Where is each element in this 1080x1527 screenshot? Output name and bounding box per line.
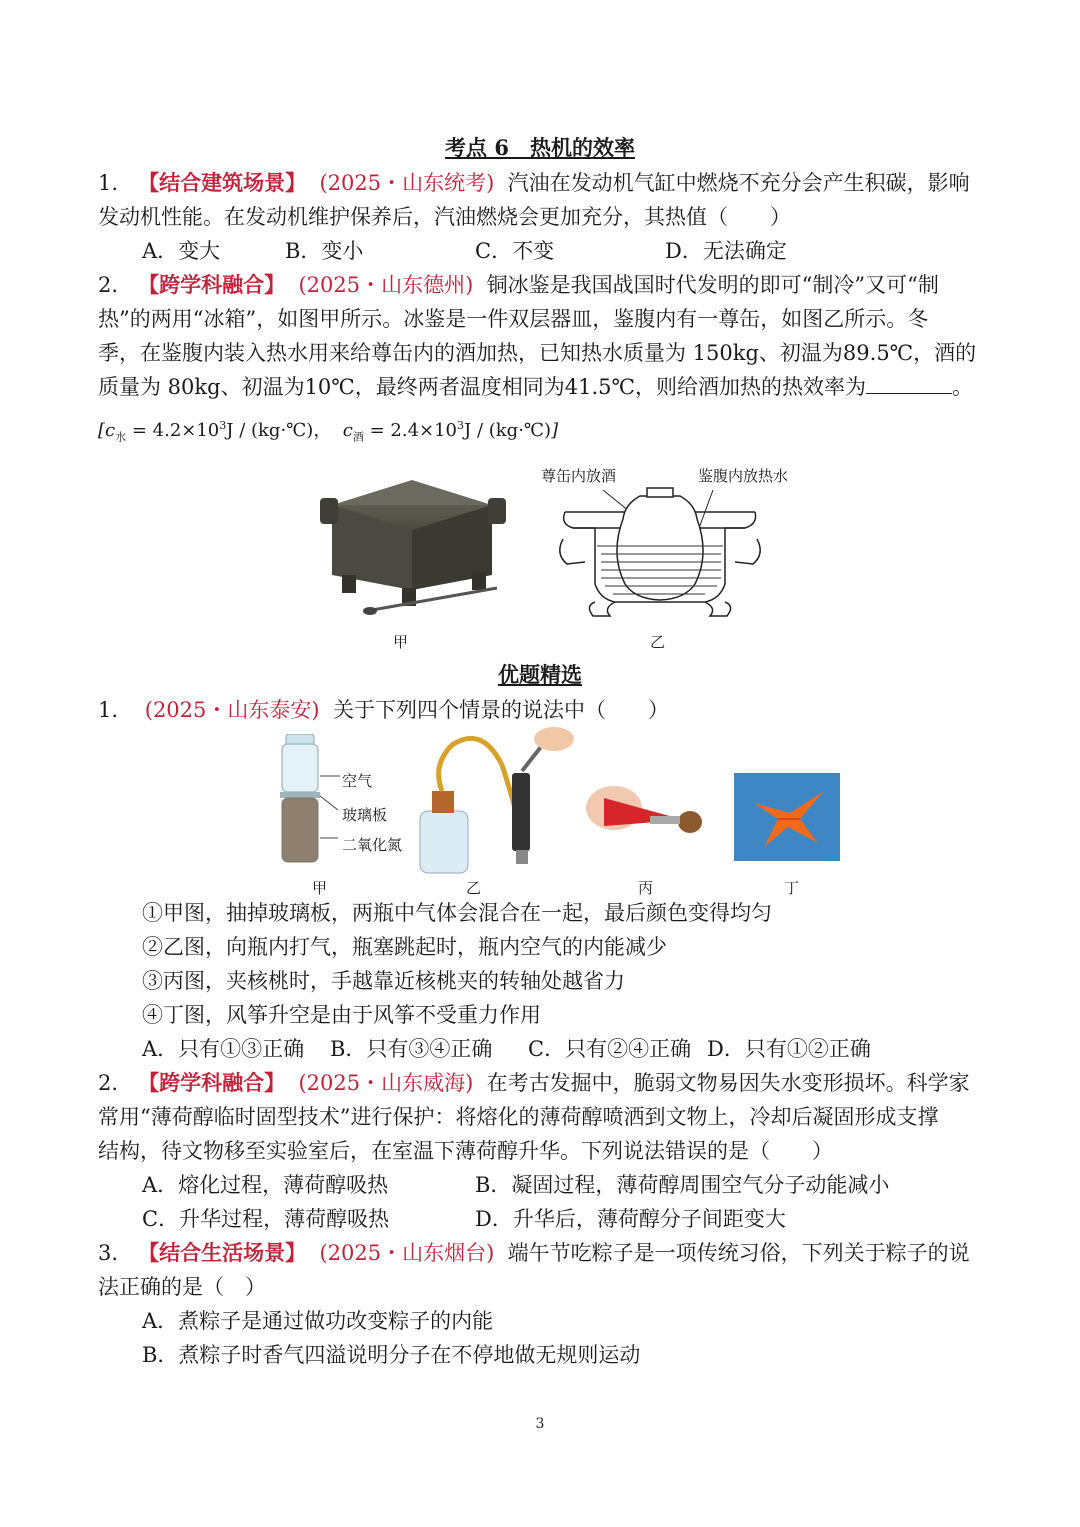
formula-wine-value: = 2.4×10 <box>363 420 458 441</box>
p2-option-a: A．熔化过程，薄荷醇吸热 <box>142 1173 389 1197</box>
q1-option-b: B．变小 <box>285 239 364 263</box>
q2-tag: 【跨学科融合】 <box>138 272 286 297</box>
p2-number: 2. <box>98 1071 119 1095</box>
answer-blank <box>866 371 952 394</box>
scene-label-d: 丁 <box>784 879 800 897</box>
q1-text-2: 发动机性能。在发动机维护保养后，汽油燃烧会更加充分，其热值（ ） <box>98 205 791 229</box>
q2-text-3: 季，在鉴腹内装入热水用来给尊缶内的酒加热，已知热水质量为 150kg、初温为89.5℃，酒的 <box>98 341 977 365</box>
q2-text-4 <box>98 370 973 404</box>
q2-text-1: 铜冰鉴是我国战国时代发明的即可“制冷”又可“制 <box>486 273 939 297</box>
p2-option-b: B．凝固过程，薄荷醇周围空气分子动能减小 <box>475 1173 890 1197</box>
callout-hot-water: 鉴腹内放热水 <box>698 467 789 485</box>
figure-a-label: 甲 <box>393 633 409 651</box>
jar-label-nitrogen-dioxide: 二氧化氮 <box>342 836 403 854</box>
p1-source: (2025・山东泰安) <box>144 698 320 722</box>
p2-text-1: 在考古发掘中，脆弱文物易因失水变形损坏。科学家 <box>486 1071 970 1095</box>
bottle-pump-image <box>412 725 582 875</box>
kite-image <box>734 773 840 861</box>
section-title: 考点 6 热机的效率 <box>445 135 635 160</box>
figure-b-label: 乙 <box>650 633 666 651</box>
p2-line1 <box>98 1066 970 1100</box>
formula-wine-unit: J / (kg·℃) <box>464 420 552 441</box>
p2-option-c: C．升华过程，薄荷醇吸热 <box>142 1207 390 1231</box>
formula-water-exp: 3 <box>219 419 227 432</box>
nutcracker-image <box>584 768 710 858</box>
p1-statement-2: ②乙图，向瓶内打气，瓶塞跳起时，瓶内空气的内能减少 <box>142 935 667 959</box>
scene-label-b: 乙 <box>466 879 482 897</box>
q1-option-a: A．变大 <box>142 239 221 263</box>
scene-label-a: 甲 <box>312 879 328 897</box>
page-number: 3 <box>535 1416 545 1432</box>
q1-tag: 【结合建筑场景】 <box>138 170 307 195</box>
p3-text-1: 端午节吃粽子是一项传统习俗，下列关于粽子的说 <box>507 1241 970 1265</box>
p3-number: 3. <box>98 1241 119 1265</box>
specific-heat-formula <box>98 416 558 445</box>
formula-bracket-close: ] <box>551 420 559 441</box>
formula-wine-exp: 3 <box>457 419 465 432</box>
formula-c-wine-sub: 酒 <box>352 430 364 444</box>
subsection-title: 优题精选 <box>498 662 582 687</box>
callout-wine-in-jar: 尊缶内放酒 <box>541 467 617 485</box>
p3-source: (2025・山东烟台) <box>319 1241 495 1265</box>
q1-source: (2025・山东统考) <box>319 171 495 195</box>
q1-text-1: 汽油在发动机气缸中燃烧不充分会产生积碳，影响 <box>507 171 970 195</box>
formula-c-water: c <box>105 420 116 441</box>
p1-statement-1: ①甲图，抽掉玻璃板，两瓶中气体会混合在一起，最后颜色变得均匀 <box>142 901 772 925</box>
ice-vessel-cross-section-diagram <box>555 484 765 634</box>
q2-line1 <box>98 268 939 302</box>
jar-label-air: 空气 <box>342 772 373 790</box>
q2-text-4-end: 。 <box>952 375 974 399</box>
formula-water-unit: J / (kg·℃)， <box>226 420 332 441</box>
p2-source: (2025・山东威海) <box>298 1071 474 1095</box>
jar-label-glass-plate: 玻璃板 <box>342 806 388 824</box>
p2-text-2: 常用“薄荷醇临时固型技术”进行保护：将熔化的薄荷醇喷洒到文物上，冷却后凝固形成支撑 <box>98 1105 939 1129</box>
q2-text-4-body: 质量为 80kg、初温为10℃，最终两者温度相同为41.5℃，则给酒加热的热效率为 <box>98 375 867 399</box>
p1-option-c: C．只有②④正确 <box>528 1037 692 1061</box>
p3-text-2: 法正确的是（ ） <box>98 1275 266 1299</box>
p1-option-d: D．只有①②正确 <box>707 1037 871 1061</box>
p1-statement-4: ④丁图，风筝升空是由于风筝不受重力作用 <box>142 1003 541 1027</box>
formula-c-water-sub: 水 <box>115 430 127 444</box>
formula-bracket-open: [ <box>98 420 106 441</box>
q1-option-c: C．不变 <box>475 239 555 263</box>
scene-label-c: 丙 <box>638 879 654 897</box>
p3-tag: 【结合生活场景】 <box>138 1240 307 1265</box>
formula-water-value: = 4.2×10 <box>126 420 220 441</box>
p2-text-3: 结构，待文物移至实验室后，在室温下薄荷醇升华。下列说法错误的是（ ） <box>98 1139 833 1163</box>
p1-stem: 关于下列四个情景的说法中（ ） <box>332 698 669 722</box>
p1-option-b: B．只有③④正确 <box>330 1037 493 1061</box>
p3-option-a: A．煮粽子是通过做功改变粽子的内能 <box>142 1309 494 1333</box>
bronze-ice-vessel-image <box>312 470 512 630</box>
q2-number: 2. <box>98 273 119 297</box>
q1-option-d: D．无法确定 <box>665 239 787 263</box>
q2-text-2: 热”的两用“冰箱”，如图甲所示。冰鉴是一件双层器皿，鉴腹内有一尊缶，如图乙所示。冬 <box>98 307 929 331</box>
p2-option-d: D．升华后，薄荷醇分子间距变大 <box>475 1207 786 1231</box>
p2-tag: 【跨学科融合】 <box>138 1070 286 1095</box>
formula-c-wine: c <box>342 420 353 441</box>
p3-option-b: B．煮粽子时香气四溢说明分子在不停地做无规则运动 <box>142 1343 641 1367</box>
p1-statement-3: ③丙图，夹核桃时，手越靠近核桃夹的转轴处越省力 <box>142 969 625 993</box>
q1-number: 1. <box>98 171 119 195</box>
p1-number: 1. <box>98 698 119 722</box>
p1-line1 <box>98 693 669 727</box>
q2-source: (2025・山东德州) <box>298 273 474 297</box>
p1-option-a: A．只有①③正确 <box>142 1037 305 1061</box>
q1-line1 <box>98 166 970 200</box>
p3-line1 <box>98 1236 970 1270</box>
